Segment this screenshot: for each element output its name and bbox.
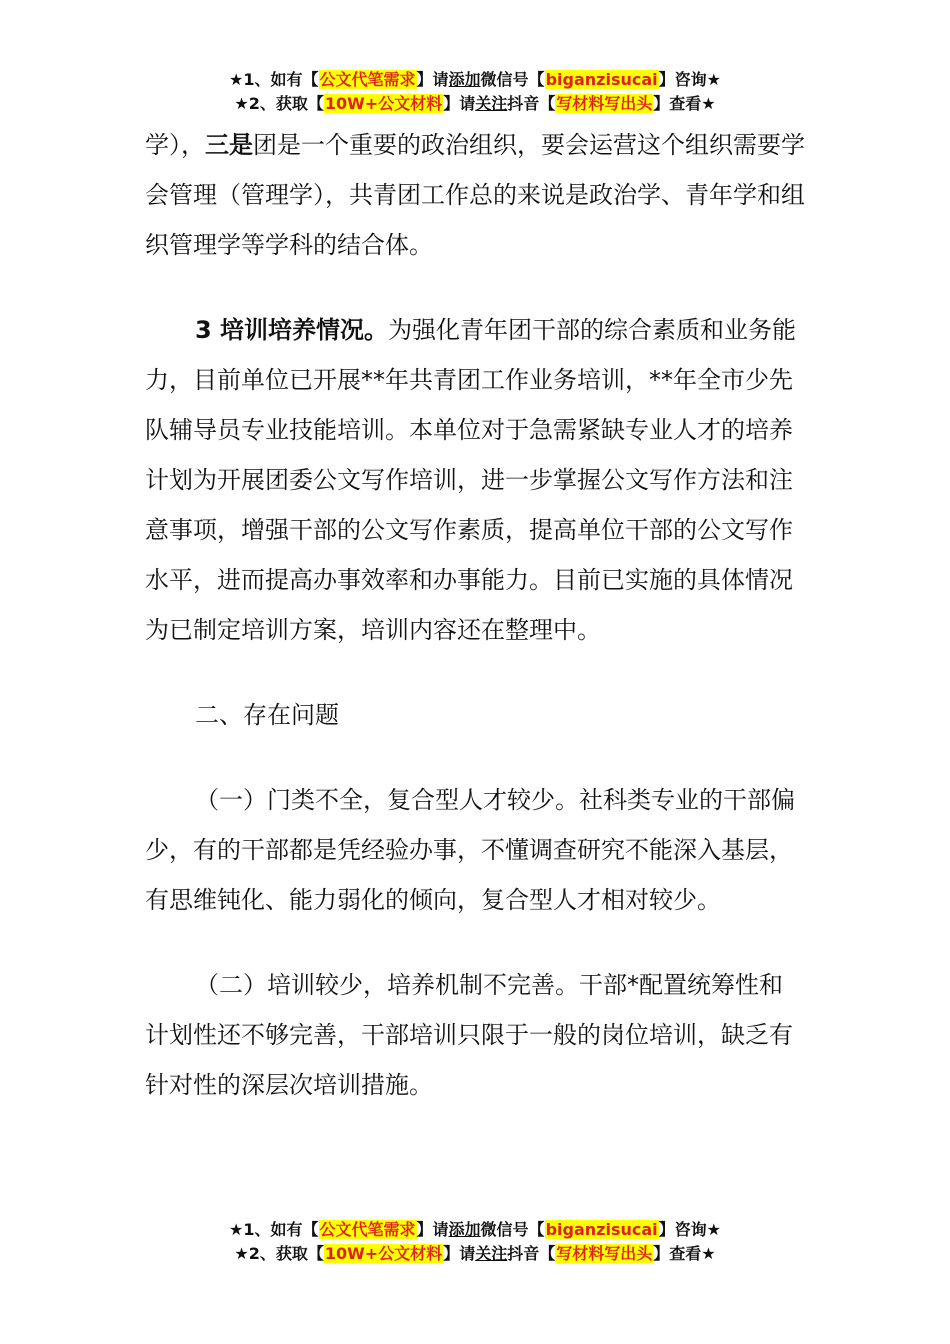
banner-underlined: 添加 bbox=[448, 1220, 481, 1239]
banner-text: 微信号【 bbox=[480, 70, 545, 89]
banner-line-2 bbox=[0, 1242, 950, 1266]
banner-underlined: 关注 bbox=[475, 1244, 508, 1263]
banner-highlight: 公文代笔需求 bbox=[319, 1220, 416, 1239]
banner-text: 微信号【 bbox=[480, 1220, 545, 1239]
banner-text: 】请 bbox=[443, 1244, 476, 1263]
paragraph-text: 团是一个重要的政治组织，要会运营这个组织需要学会管理（管理学），共青团工作总的来说是政治学、青年学和组织管理学等学科的结合体。 bbox=[145, 131, 805, 259]
document-body bbox=[145, 120, 805, 1110]
banner-underlined: 关注 bbox=[475, 94, 508, 113]
paragraph-text: 为强化青年团干部的综合素质和业务能力，目前单位已开展**年共青团工作业务培训，**年全市少先队辅导员专业技能培训。本单位对于急需紧缺专业人才的培养计划为开展团委公文写作培训，进一步掌握公文写作方法和注意事项，增强干部的公文写作素质，提高单位干部的公文写作水平，进而提高办事效率和办事能力。目前已实施的具体情况为已制定培训方案，培训内容还在整理中。 bbox=[145, 316, 797, 644]
paragraph-continuation bbox=[145, 120, 805, 270]
paragraph-issue-2: （二）培训较少，培养机制不完善。干部*配置统筹性和计划性还不够完善，干部培训只限于一般的岗位培训，缺乏有针对性的深层次培训措施。 bbox=[145, 971, 793, 1099]
banner-highlight: biganzisucai bbox=[545, 70, 658, 89]
banner-text: ★1、如有【 bbox=[229, 1220, 319, 1239]
banner-text: ★2、获取【 bbox=[234, 94, 324, 113]
banner-underlined: 添加 bbox=[448, 70, 481, 89]
bold-text: 3 培训培养情况。 bbox=[195, 316, 389, 344]
banner-highlight: biganzisucai bbox=[545, 1220, 658, 1239]
paragraph-training bbox=[145, 305, 805, 655]
banner-highlight: 写材料写出头 bbox=[556, 1244, 653, 1263]
banner-text: 】请 bbox=[443, 94, 476, 113]
banner-text: 抖音【 bbox=[507, 94, 556, 113]
paragraph-issue-1: （一）门类不全，复合型人才较少。社科类专业的干部偏少，有的干部都是凭经验办事，不懂调查研究不能深入基层，有思维钝化、能力弱化的倾向，复合型人才相对较少。 bbox=[145, 786, 795, 914]
banner-text: ★2、获取【 bbox=[234, 1244, 324, 1263]
banner-text: 】咨询★ bbox=[658, 1220, 721, 1239]
banner-text: 】咨询★ bbox=[658, 70, 721, 89]
section-heading: 二、存在问题 bbox=[195, 701, 339, 729]
banner-highlight: 10W+公文材料 bbox=[324, 94, 443, 113]
banner-highlight: 公文代笔需求 bbox=[319, 70, 416, 89]
banner-text: 】请 bbox=[416, 70, 449, 89]
paragraph-text: 学）， bbox=[145, 131, 205, 159]
banner-highlight: 写材料写出头 bbox=[556, 94, 653, 113]
banner-text: 】查看★ bbox=[653, 1244, 716, 1263]
bold-text: 三是 bbox=[205, 131, 253, 159]
banner-text: ★1、如有【 bbox=[229, 70, 319, 89]
banner-line-1 bbox=[0, 68, 950, 92]
banner-text: 】查看★ bbox=[653, 94, 716, 113]
banner-text: 】请 bbox=[416, 1220, 449, 1239]
header-banner bbox=[0, 68, 950, 116]
banner-line-1 bbox=[0, 1218, 950, 1242]
banner-highlight: 10W+公文材料 bbox=[324, 1244, 443, 1263]
banner-text: 抖音【 bbox=[507, 1244, 556, 1263]
footer-banner bbox=[0, 1218, 950, 1266]
banner-line-2 bbox=[0, 92, 950, 116]
